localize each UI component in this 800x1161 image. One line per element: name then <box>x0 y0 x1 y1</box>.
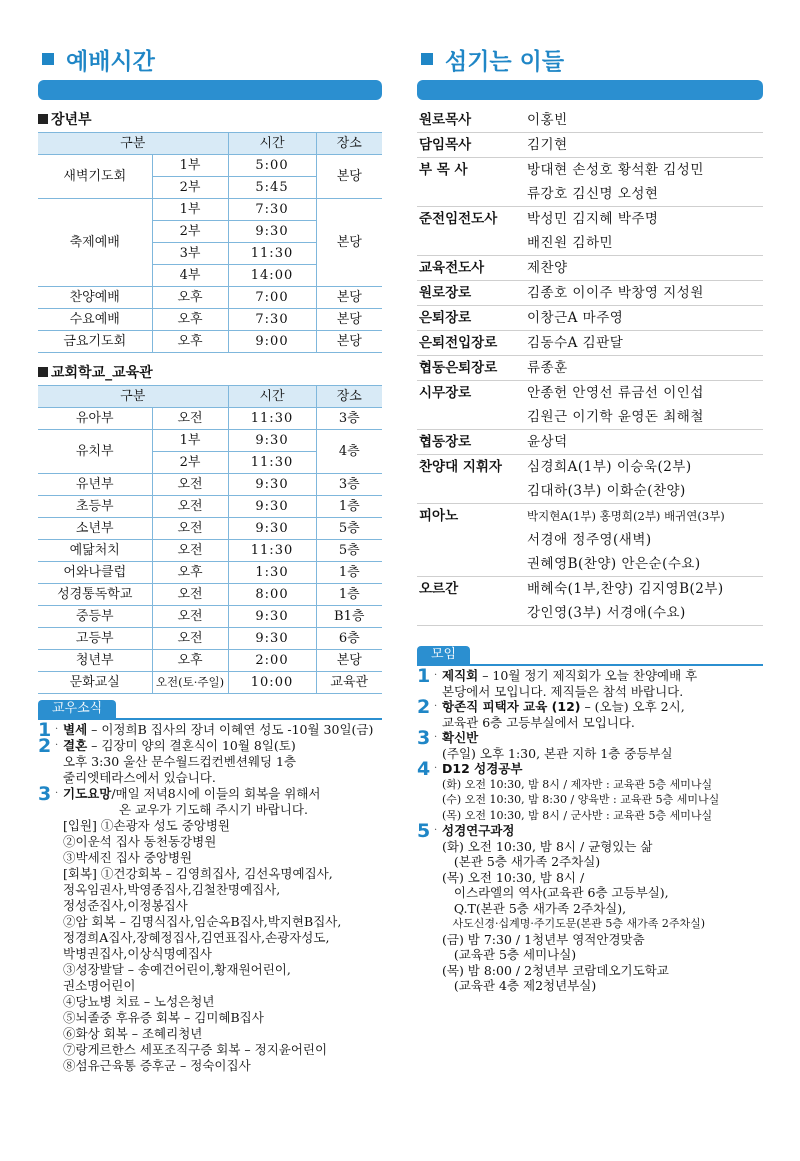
item-keyword: 항존직 피택자 교육 (12) <box>442 699 581 714</box>
prayer-line: ⑦랑게르한스 세포조직구증 회복 – 정지윤어린이 <box>63 1042 328 1057</box>
staff-role: 은퇴전입장로 <box>419 335 498 351</box>
list-item <box>38 719 382 741</box>
row-sub: 오전 <box>152 474 228 496</box>
row-sub: 2부 <box>152 221 228 243</box>
staff-row <box>417 577 763 626</box>
bullet-dot-icon: · <box>55 788 59 799</box>
staff-names <box>527 331 763 355</box>
item-line: (화) 오전 10:30, 밤 8시 / 제자반 : 교육관 5층 세미나실 <box>442 777 713 791</box>
list-item <box>417 665 763 699</box>
row-name: 소년부 <box>38 518 152 540</box>
row-time: 9:00 <box>228 331 316 353</box>
item-line: (금) 밤 7:30 / 1청년부 영적안경맞춤 <box>442 931 645 947</box>
header-category: 구분 <box>38 133 228 155</box>
row-sub: 오후 <box>152 287 228 309</box>
item-line: (목) 오전 10:30, 밤 8시 / <box>442 869 585 885</box>
staff-row <box>417 207 763 256</box>
row-sub: 1부 <box>152 430 228 452</box>
meeting-tag: 모임 <box>417 646 470 664</box>
item-body <box>442 761 763 823</box>
title-bar <box>417 80 763 100</box>
row-time: 7:30 <box>228 199 316 221</box>
school-heading: 교회학교_교육관 <box>38 362 382 382</box>
row-time: 11:30 <box>228 408 316 430</box>
row-sub: 2부 <box>152 177 228 199</box>
row-name: 성경통독학교 <box>38 584 152 606</box>
staff-role: 찬양대 지휘자 <box>419 459 502 475</box>
list-item <box>38 735 382 786</box>
square-bullet-icon <box>38 114 48 124</box>
prayer-line: 정성준집사,이정봉집사 <box>63 898 188 913</box>
list-item <box>417 758 763 823</box>
row-time: 2:00 <box>228 650 316 672</box>
square-bullet-icon <box>42 53 54 65</box>
staff-row <box>417 256 763 281</box>
item-keyword: 기도요망 <box>63 786 112 801</box>
prayer-line: 박병권집사,이상식명예집사 <box>63 946 212 961</box>
meeting-list <box>417 665 763 994</box>
staff-names <box>527 133 763 157</box>
header-category: 구분 <box>38 386 228 408</box>
row-name: 금요기도회 <box>38 331 152 353</box>
staff-name-line: 류강호 김신명 오성현 <box>527 186 659 202</box>
staff-names <box>527 356 763 380</box>
table-row <box>38 474 382 496</box>
item-body <box>442 668 763 699</box>
table-row <box>38 430 382 452</box>
list-item <box>417 727 763 761</box>
square-bullet-icon <box>38 367 48 377</box>
item-body <box>63 786 382 818</box>
staff-names <box>527 577 763 625</box>
item-number: 2 <box>38 735 52 757</box>
news-divider <box>38 718 382 720</box>
row-sub: 오전 <box>152 628 228 650</box>
row-sub: 오전(토·주일) <box>152 672 228 694</box>
staff-row <box>417 356 763 381</box>
staff-list <box>417 108 763 626</box>
item-number: 2 <box>417 696 431 718</box>
item-line: 이스라엘의 역사(교육관 6층 고등부실), <box>442 885 669 900</box>
row-time: 9:30 <box>228 628 316 650</box>
row-sub: 3부 <box>152 243 228 265</box>
staff-name-line: 이창근A 마주영 <box>527 310 624 326</box>
staff-name-line: 배혜숙(1부,찬양) 김지영B(2부) <box>527 581 724 597</box>
bullet-dot-icon: · <box>434 670 438 681</box>
item-line: (목) 오전 10:30, 밤 8시 / 군사반 : 교육관 5층 세미나실 <box>442 808 713 822</box>
header-time: 시간 <box>228 133 316 155</box>
row-name: 중등부 <box>38 606 152 628</box>
row-place: 1층 <box>316 496 382 518</box>
item-line: 오후 3:30 울산 문수월드컵컨벤션웨딩 1층 <box>63 754 297 769</box>
meeting-divider <box>417 664 763 666</box>
item-line <box>442 699 763 715</box>
row-name: 유아부 <box>38 408 152 430</box>
table-row <box>38 309 382 331</box>
staff-names <box>527 158 763 206</box>
staff-role: 피아노 <box>419 508 459 524</box>
bullet-dot-icon: · <box>434 763 438 774</box>
row-name: 새벽기도회 <box>38 155 152 199</box>
row-sub: 2부 <box>152 452 228 474</box>
title-bar <box>38 80 382 100</box>
prayer-line: ⑥화상 회복 – 조혜리청년 <box>63 1026 203 1041</box>
right-column <box>417 0 763 994</box>
row-sub: 오전 <box>152 518 228 540</box>
item-text: /매일 저녁8시에 이들의 회복을 위해서 <box>111 786 321 801</box>
staff-names <box>527 430 763 454</box>
list-item <box>417 820 763 994</box>
row-sub: 4부 <box>152 265 228 287</box>
list-item <box>38 783 382 818</box>
news-tag: 교우소식 <box>38 700 116 718</box>
staff-role: 원로장로 <box>419 285 472 301</box>
staff-name-line: 윤상덕 <box>527 434 568 450</box>
staff-names <box>527 381 763 429</box>
staff-names <box>527 256 763 280</box>
table-row <box>38 496 382 518</box>
row-time: 7:30 <box>228 309 316 331</box>
staff-names <box>527 455 763 503</box>
staff-names <box>527 504 763 576</box>
staff-name-line: 서경애 정주영(새벽) <box>527 532 652 548</box>
header-place: 장소 <box>316 133 382 155</box>
staff-row <box>417 306 763 331</box>
bullet-dot-icon: · <box>434 732 438 743</box>
row-place: 1층 <box>316 562 382 584</box>
item-text: – 이정희B 집사의 장녀 이혜연 성도 -10월 30일(금) <box>87 722 374 737</box>
staff-name-line: 김동수A 김판달 <box>527 335 624 351</box>
prayer-line: [회복] ①건강회복 – 김영희집사, 김선옥명예집사, <box>63 866 333 881</box>
staff-names <box>527 207 763 255</box>
staff-row <box>417 381 763 430</box>
row-name: 청년부 <box>38 650 152 672</box>
item-line <box>442 730 763 746</box>
row-place: 본당 <box>316 155 382 199</box>
staff-name-line: 이홍빈 <box>527 112 568 128</box>
staff-name-line: 배진원 김하민 <box>527 235 614 251</box>
prayer-line: 권소명어린이 <box>63 978 136 993</box>
adult-schedule-table <box>38 132 382 353</box>
prayer-list <box>38 818 382 1074</box>
staff-name-line: 박지현A(1부) 홍명희(2부) 배귀연(3부) <box>527 509 725 523</box>
staff-role: 협동은퇴장로 <box>419 360 498 376</box>
row-name: 문화교실 <box>38 672 152 694</box>
row-sub: 1부 <box>152 199 228 221</box>
left-column <box>38 0 382 1074</box>
row-place: 6층 <box>316 628 382 650</box>
prayer-line: 정경희A집사,장혜정집사,김연표집사,손광자성도, <box>63 930 330 945</box>
item-number: 1 <box>38 719 52 741</box>
staff-name-line: 방대현 손성호 황석환 김성민 <box>527 162 704 178</box>
row-sub: 오후 <box>152 331 228 353</box>
item-line <box>442 668 763 684</box>
table-row <box>38 584 382 606</box>
table-row <box>38 199 382 221</box>
row-time: 11:30 <box>228 243 316 265</box>
item-body <box>63 738 382 786</box>
row-name: 수요예배 <box>38 309 152 331</box>
staff-row <box>417 281 763 306</box>
table-row <box>38 628 382 650</box>
item-text: – 10월 정기 제직회가 오늘 찬양예배 후 <box>478 668 698 683</box>
table-row <box>38 562 382 584</box>
item-line: (주일) 오후 1:30, 본관 지하 1층 중등부실 <box>442 745 673 761</box>
row-time: 9:30 <box>228 430 316 452</box>
row-name: 찬양예배 <box>38 287 152 309</box>
item-number: 4 <box>417 758 431 780</box>
staff-row <box>417 331 763 356</box>
row-sub: 오전 <box>152 606 228 628</box>
prayer-line: ⑤뇌졸중 후유증 회복 – 김미혜B집사 <box>63 1010 264 1025</box>
row-place: 본당 <box>316 287 382 309</box>
bullet-dot-icon: · <box>434 701 438 712</box>
prayer-line: ⑧섬유근육통 증후군 – 정숙이집사 <box>63 1058 251 1073</box>
staff-row <box>417 430 763 455</box>
row-place: 5층 <box>316 518 382 540</box>
item-body <box>442 823 763 994</box>
item-line: Q.T(본관 5층 새가족 2주차실), <box>442 900 627 916</box>
item-text: – (오늘) 오후 2시, <box>580 699 685 714</box>
row-place: 본당 <box>316 331 382 353</box>
staff-row <box>417 455 763 504</box>
row-sub: 오전 <box>152 408 228 430</box>
staff-role: 시무장로 <box>419 385 472 401</box>
bullet-dot-icon: · <box>55 724 59 735</box>
staff-name-line: 심경희A(1부) 이승욱(2부) <box>527 459 692 475</box>
row-place: 본당 <box>316 309 382 331</box>
table-row <box>38 331 382 353</box>
prayer-line: ③성장발달 – 송예건어린이,황재원어린이, <box>63 962 291 977</box>
row-time: 11:30 <box>228 540 316 562</box>
row-place: 본당 <box>316 199 382 287</box>
item-line: (화) 오전 10:30, 밤 8시 / 균형있는 삶 <box>442 838 653 854</box>
row-place: 5층 <box>316 540 382 562</box>
row-name: 초등부 <box>38 496 152 518</box>
staff-name-line: 안종헌 안영선 류금선 이인섭 <box>527 385 704 401</box>
school-schedule-table <box>38 385 382 694</box>
item-number: 3 <box>38 783 52 805</box>
row-sub: 오전 <box>152 496 228 518</box>
row-time: 9:30 <box>228 606 316 628</box>
item-line: 본당에서 모입니다. 제직들은 참석 바랍니다. <box>442 683 684 699</box>
row-name: 유년부 <box>38 474 152 496</box>
row-time: 9:30 <box>228 221 316 243</box>
staff-name-line: 제찬양 <box>527 260 568 276</box>
item-line <box>63 786 382 802</box>
bullet-dot-icon: · <box>55 740 59 751</box>
row-place: 3층 <box>316 408 382 430</box>
table-row <box>38 155 382 177</box>
staff-row <box>417 108 763 133</box>
row-name: 고등부 <box>38 628 152 650</box>
prayer-line: ③박세진 집사 중앙병원 <box>63 850 193 865</box>
prayer-line: 정옥임권사,박영종집사,김철찬명예집사, <box>63 882 281 897</box>
staff-row <box>417 133 763 158</box>
prayer-line: ②이운석 집사 동천동강병원 <box>63 834 217 849</box>
item-keyword: 성경연구과정 <box>442 823 515 838</box>
row-sub: 1부 <box>152 155 228 177</box>
row-place: 교육관 <box>316 672 382 694</box>
item-keyword: 별세 <box>63 722 88 737</box>
item-line <box>63 738 382 754</box>
staff-name-line: 권혜영B(찬양) 안은순(수요) <box>527 556 701 572</box>
row-place: 본당 <box>316 650 382 672</box>
row-time: 1:30 <box>228 562 316 584</box>
staff-role: 오르간 <box>419 581 459 597</box>
prayer-line: [입원] ①손광자 성도 중앙병원 <box>63 818 230 833</box>
table-row <box>38 540 382 562</box>
staff-name-line: 김기현 <box>527 137 568 153</box>
item-text: – 김장미 양의 결혼식이 10월 8일(토) <box>87 738 296 753</box>
item-line: (교육관 4층 제2청년부실) <box>442 978 597 993</box>
staff-row <box>417 158 763 207</box>
staff-role: 원로목사 <box>419 112 472 128</box>
adult-heading: 장년부 <box>38 109 382 129</box>
row-time: 8:00 <box>228 584 316 606</box>
staff-name-line: 김원근 이기학 윤영돈 최해철 <box>527 409 704 425</box>
item-line: 사도신경·십계명·주기도문(본관 5층 새가족 2주차실) <box>442 917 706 930</box>
row-time: 9:30 <box>228 474 316 496</box>
row-sub: 오전 <box>152 584 228 606</box>
row-time: 7:00 <box>228 287 316 309</box>
row-sub: 오후 <box>152 309 228 331</box>
row-sub: 오전 <box>152 540 228 562</box>
staff-names <box>527 108 763 132</box>
staff-row <box>417 504 763 577</box>
item-line: 줄리엣테라스에서 있습니다. <box>63 770 216 785</box>
staff-name-line: 김대하(3부) 이화순(찬양) <box>527 483 686 499</box>
prayer-line: ②암 회복 – 김명식집사,임순옥B집사,박지현B집사, <box>63 914 342 929</box>
row-time: 11:30 <box>228 452 316 474</box>
item-line: 교육관 6층 고등부실에서 모입니다. <box>442 714 635 730</box>
row-place: B1층 <box>316 606 382 628</box>
row-name: 어와나클럽 <box>38 562 152 584</box>
item-line: (교육관 5층 세미나실) <box>442 947 577 962</box>
square-bullet-icon <box>421 53 433 65</box>
row-time: 5:45 <box>228 177 316 199</box>
staff-name-line: 김종호 이이주 박창영 지성원 <box>527 285 704 301</box>
row-sub: 오후 <box>152 562 228 584</box>
table-row <box>38 606 382 628</box>
row-time: 9:30 <box>228 518 316 540</box>
table-row <box>38 650 382 672</box>
staff-role: 협동장로 <box>419 434 472 450</box>
staff-names <box>527 306 763 330</box>
servers-title: 섬기는 이들 <box>417 44 763 74</box>
table-row <box>38 287 382 309</box>
item-line: (본관 5층 새가족 2주차실) <box>442 854 601 869</box>
staff-role: 은퇴장로 <box>419 310 472 326</box>
staff-role: 준전임전도사 <box>419 211 498 227</box>
staff-role: 교육전도사 <box>419 260 485 276</box>
item-line: (목) 밤 8:00 / 2청년부 코람데오기도학교 <box>442 962 669 978</box>
item-keyword: 확신반 <box>442 730 479 745</box>
header-place: 장소 <box>316 386 382 408</box>
row-place: 3층 <box>316 474 382 496</box>
table-row <box>38 518 382 540</box>
staff-name-line: 박성민 김지혜 박주명 <box>527 211 659 227</box>
item-keyword: 결혼 <box>63 738 88 753</box>
item-line: (수) 오전 10:30, 밤 8:30 / 양육반 : 교육관 5층 세미나실 <box>442 793 720 806</box>
member-news <box>38 719 382 1074</box>
bullet-dot-icon: · <box>434 825 438 836</box>
list-item <box>417 696 763 730</box>
staff-role: 담임목사 <box>419 137 472 153</box>
item-body <box>63 722 382 738</box>
item-number: 3 <box>417 727 431 749</box>
item-keyword: D12 성경공부 <box>442 761 523 776</box>
row-place: 4층 <box>316 430 382 474</box>
row-place: 1층 <box>316 584 382 606</box>
item-body <box>442 730 763 761</box>
header-time: 시간 <box>228 386 316 408</box>
staff-name-line: 강인영(3부) 서경애(수요) <box>527 605 686 621</box>
staff-role: 부 목 사 <box>419 162 468 178</box>
item-line: 온 교우가 기도해 주시기 바랍니다. <box>119 802 308 817</box>
item-line <box>63 722 382 738</box>
table-row <box>38 408 382 430</box>
row-sub: 오후 <box>152 650 228 672</box>
row-name: 예닮처치 <box>38 540 152 562</box>
prayer-line: ④당뇨병 치료 – 노성은청년 <box>63 994 215 1009</box>
row-name: 유치부 <box>38 430 152 474</box>
worship-time-title: 예배시간 <box>38 44 382 74</box>
item-number: 5 <box>417 820 431 842</box>
item-body <box>442 699 763 730</box>
row-name: 축제예배 <box>38 199 152 287</box>
staff-name-line: 류종훈 <box>527 360 568 376</box>
row-time: 14:00 <box>228 265 316 287</box>
table-row <box>38 672 382 694</box>
item-line <box>442 823 763 839</box>
item-number: 1 <box>417 665 431 687</box>
row-time: 5:00 <box>228 155 316 177</box>
row-time: 9:30 <box>228 496 316 518</box>
item-keyword: 제직회 <box>442 668 479 683</box>
row-time: 10:00 <box>228 672 316 694</box>
item-line <box>442 761 763 777</box>
staff-names <box>527 281 763 305</box>
